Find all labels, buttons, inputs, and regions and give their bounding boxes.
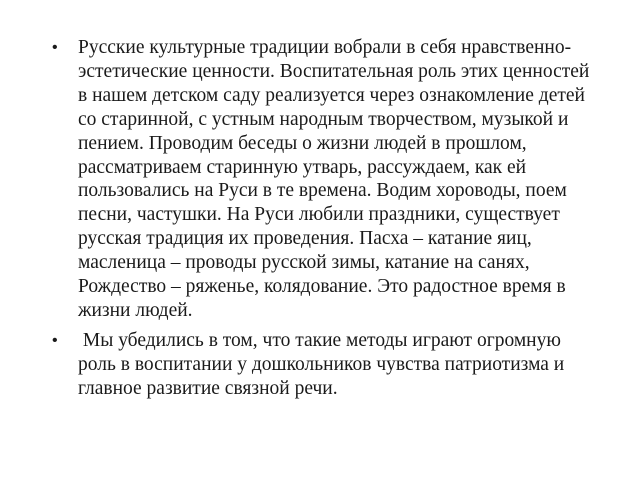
bullet-icon: • xyxy=(52,39,58,56)
bullet-icon: • xyxy=(52,331,58,349)
bullet-list xyxy=(48,36,595,407)
bullet-item-traditions xyxy=(48,36,595,323)
bullet-text-conclusion: Мы убедились в том, что такие методы играют огромную роль в воспитании у дошкольников чувства патриотизма и главное развитие связной речи. xyxy=(78,329,570,399)
bullet-text-traditions: Русские культурные традиции вобрали в себя нравственно-эстетические ценности. Воспитательная роль этих ценностей в нашем детском саду реализуется через ознакомление детей со старинной, с устным народным творчеством, музыкой и пением. Проводим беседы о жизни людей в прошлом, рассматриваем старинную утварь, рассуждаем, как ей пользовались на Руси в те времена. Водим хороводы, поем песни, частушки. На Руси любили праздники, существует русская традиция их проведения. Пасха – катание яиц, масленица – проводы русской зимы, катание на санях, Рождество – ряженье, колядование. Это радостное время в жизни людей. xyxy=(78,37,595,321)
bullet-item-conclusion xyxy=(48,329,592,401)
